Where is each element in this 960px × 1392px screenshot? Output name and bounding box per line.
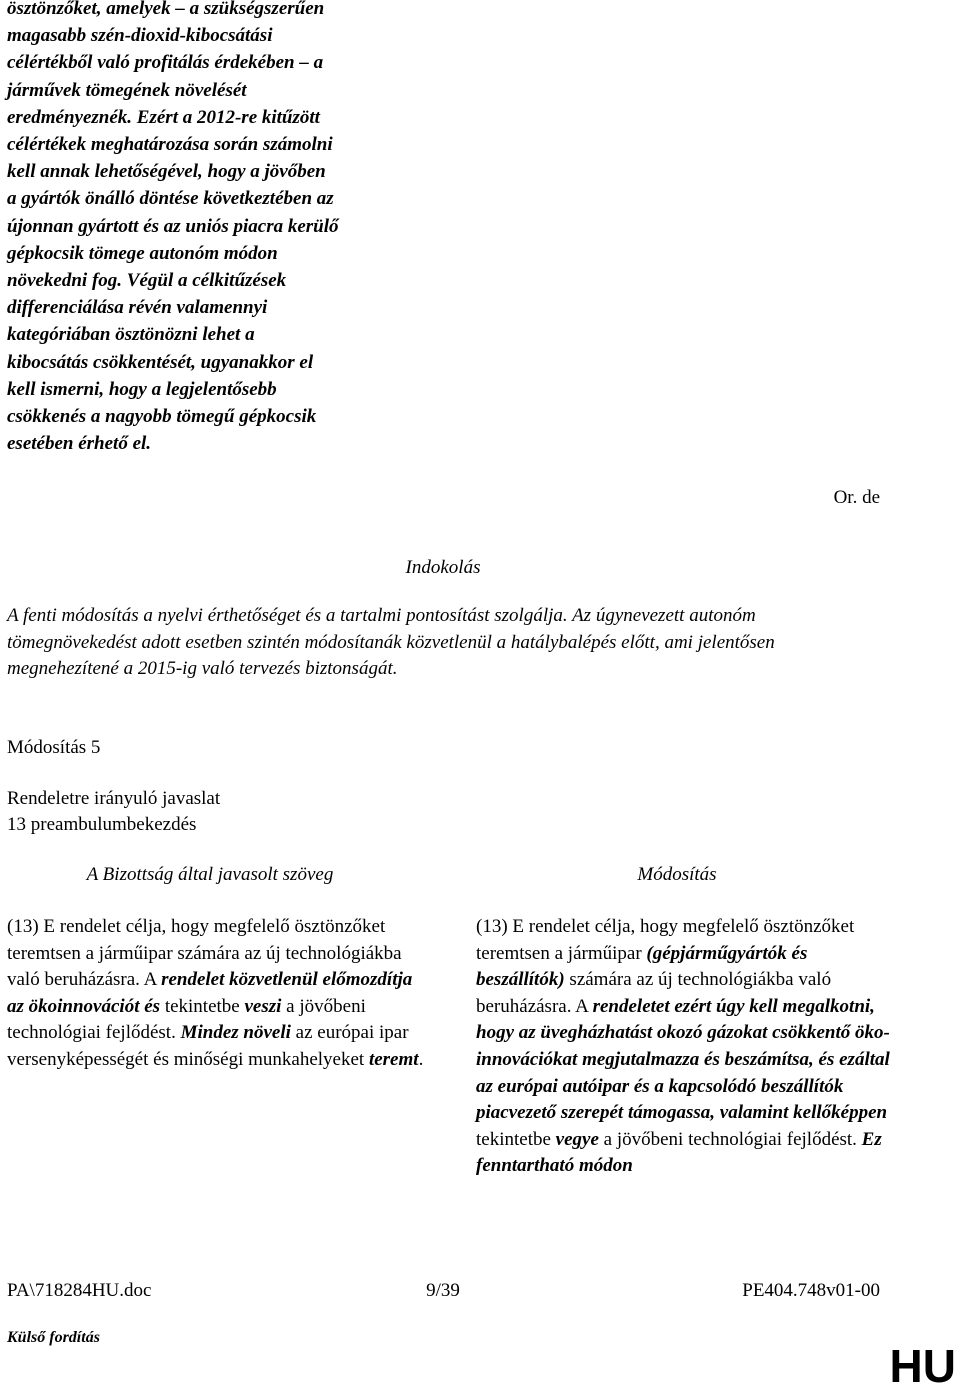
intro-line: ösztönzőket, amelyek – a szükségszerűen: [7, 0, 325, 19]
footer-pe-ref: PE404.748v01-00: [742, 1280, 880, 1301]
intro-line: újonnan gyártott és az uniós piacra kerülő: [7, 215, 339, 237]
inserted-text: rendeletet ezért úgy kell megalkotni, hogy az üvegházhatást okozó gázokat csökkentő öko-innovációkat megjutalmazza és beszámítsa, és ezáltal az európai autóipar és a kapcsolódó beszállítók piacvezető szerepét támogassa, valamint kellőképpen: [476, 995, 890, 1124]
amendment-text: [476, 914, 896, 1180]
intro-line: kategóriában ösztönözni lehet a: [7, 324, 255, 346]
footer-doc-ref: PA\718284HU.doc: [7, 1280, 152, 1301]
intro-paragraph: [7, 0, 447, 457]
justification-sentence: Az úgynevezett autonóm tömegnövekedést adott esetben szintén módosítanák közvetlenül a hatálybalépés előtt, ami jelentősen megnehezítené a 2015-ig való tervezés biztonságát.: [7, 605, 775, 679]
deleted-text: rendelet közvetlenül előmozdítja az ökoinnovációt és: [7, 969, 413, 1017]
intro-line: esetében érhető el.: [7, 433, 152, 455]
footer-page-number: 9/39: [426, 1280, 460, 1301]
deleted-text: veszi: [244, 995, 282, 1017]
intro-line: célértékek meghatározása során számolni: [7, 134, 333, 156]
intro-line: járművek tömegének növelését: [7, 79, 247, 101]
amendment-text-heading: Módosítás: [637, 864, 717, 885]
amendment-number: Módosítás 5: [7, 737, 101, 758]
text-run: (13) E rendelet célja, hogy megfelelő ösztönzőket teremtsen a járműipar számára az új technológiákba való beruházásra. A: [7, 916, 402, 991]
intro-line: növekedni fog. Végül a célkitűzések: [7, 270, 287, 292]
footer-translation-note: Külső fordítás: [7, 1329, 100, 1346]
justification-heading: Indokolás: [405, 557, 481, 578]
commission-text: [7, 914, 427, 1074]
text-run: az európai ipar versenyképességét és minőségi munkahelyeket: [7, 1022, 409, 1070]
proposal-subtitle: 13 preambulumbekezdés: [7, 814, 197, 835]
intro-line: kell ismerni, hogy a legjelentősebb: [7, 378, 277, 400]
intro-line: kibocsátás csökkentését, ugyanakkor el: [7, 351, 314, 373]
deleted-text: teremt: [368, 1048, 419, 1070]
text-run: (13) E rendelet célja, hogy megfelelő ösztönzőket teremtsen a járműipar: [476, 916, 855, 964]
text-run: számára az új technológiákba való beruházásra. A: [476, 969, 832, 1017]
text-run: .: [418, 1048, 424, 1070]
proposal-title: Rendeletre irányuló javaslat: [7, 788, 221, 809]
language-code: HU: [889, 1340, 956, 1392]
commission-text-heading: A Bizottság által javasolt szöveg: [86, 864, 334, 885]
justification-text: [7, 603, 887, 683]
intro-line: magasabb szén-dioxid-kibocsátási: [7, 25, 273, 47]
text-run: a jövőbeni technológiai fejlődést.: [7, 995, 366, 1044]
intro-line: célértékből való profitálás érdekében – a: [7, 52, 324, 74]
intro-line: differenciálása révén valamennyi: [7, 297, 268, 319]
intro-line: kell annak lehetőségével, hogy a jövőben: [7, 161, 326, 183]
deleted-text: Mindez növeli: [180, 1022, 291, 1044]
original-language-label: Or. de: [833, 487, 880, 508]
inserted-text: (gépjárműgyártók és beszállítók): [476, 942, 808, 991]
inserted-text: vegye: [555, 1128, 599, 1150]
inserted-text: Ez fenntartható módon: [476, 1128, 882, 1177]
intro-line: eredményeznék. Ezért a 2012-re kitűzött: [7, 106, 320, 128]
intro-line: gépkocsik tömege autonóm módon: [7, 242, 278, 264]
intro-line: a gyártók önálló döntése következtében az: [7, 188, 334, 210]
justification-sentence: A fenti módosítás a nyelvi érthetőséget és a tartalmi pontosítást szolgálja.: [7, 605, 568, 626]
text-run: tekintetbe: [160, 995, 245, 1017]
intro-line: csökkenés a nagyobb tömegű gépkocsik: [7, 406, 317, 428]
text-run: a jövőbeni technológiai fejlődést.: [598, 1128, 862, 1150]
text-run: tekintetbe: [476, 1128, 556, 1150]
